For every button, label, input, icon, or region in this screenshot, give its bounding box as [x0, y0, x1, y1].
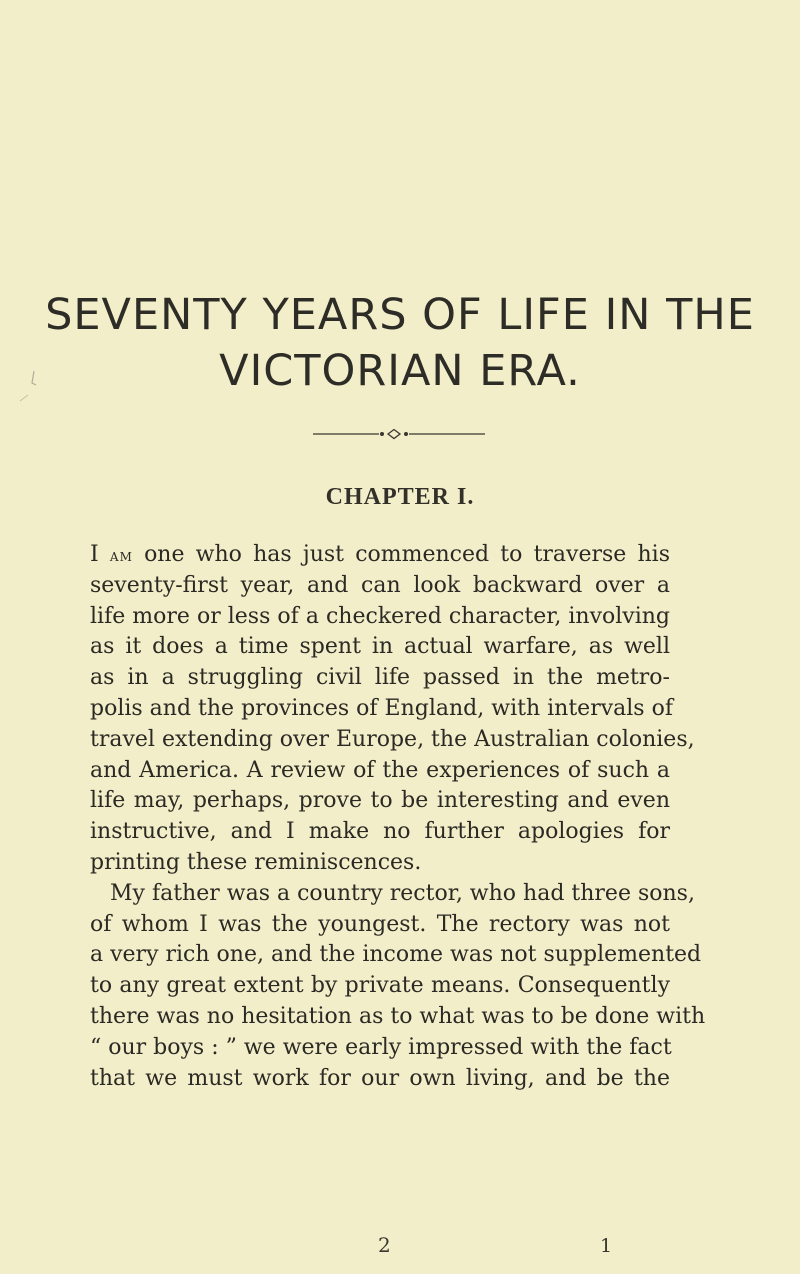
text-line: My father was a country rector, who had three sons,	[110, 880, 695, 906]
chapter-heading: CHAPTER I.	[325, 484, 475, 510]
ornament-divider-icon	[313, 428, 485, 440]
book-title-line-2: VICTORIAN ERA.	[219, 346, 581, 396]
text-line: as in a struggling civil life passed in the metro-	[90, 665, 670, 691]
text-line: instructive, and I make no further apologies for	[90, 819, 670, 845]
text-line: “ our boys : ” we were early impressed with the fact	[90, 1034, 672, 1060]
chapter-body	[90, 540, 706, 1094]
book-title-line-1: SEVENTY YEARS OF LIFE IN THE	[45, 290, 755, 340]
text-line: printing these reminiscences.	[90, 849, 422, 875]
text-line: seventy-first year, and can look backward over a	[90, 572, 670, 598]
text-line: and America. A review of the experiences of such a	[90, 757, 670, 783]
text-line: as it does a time spent in actual warfare, as well	[90, 634, 670, 660]
text-line: life more or less of a checkered character, involving	[90, 603, 670, 629]
text-line: to any great extent by private means. Consequently	[90, 973, 670, 999]
signature-mark: 2	[378, 1233, 391, 1257]
text-line: that we must work for our own living, and be the	[90, 1065, 670, 1091]
drop-word: I	[90, 542, 99, 567]
text-line: life may, perhaps, prove to be interesting and even	[90, 788, 670, 814]
text-line: there was no hesitation as to what was to be done with	[90, 1003, 706, 1029]
text-line: travel extending over Europe, the Australian colonies,	[90, 726, 695, 752]
text-line: of whom I was the youngest. The rectory was not	[90, 911, 670, 937]
text-line: a very rich one, and the income was not supplemented	[90, 942, 702, 968]
smallcaps-word: am	[109, 546, 133, 566]
text-line: I am one who has just commenced to traverse his	[90, 542, 671, 567]
text-line: polis and the provinces of England, with intervals of	[90, 695, 673, 721]
signature-letter: 1	[600, 1235, 613, 1257]
